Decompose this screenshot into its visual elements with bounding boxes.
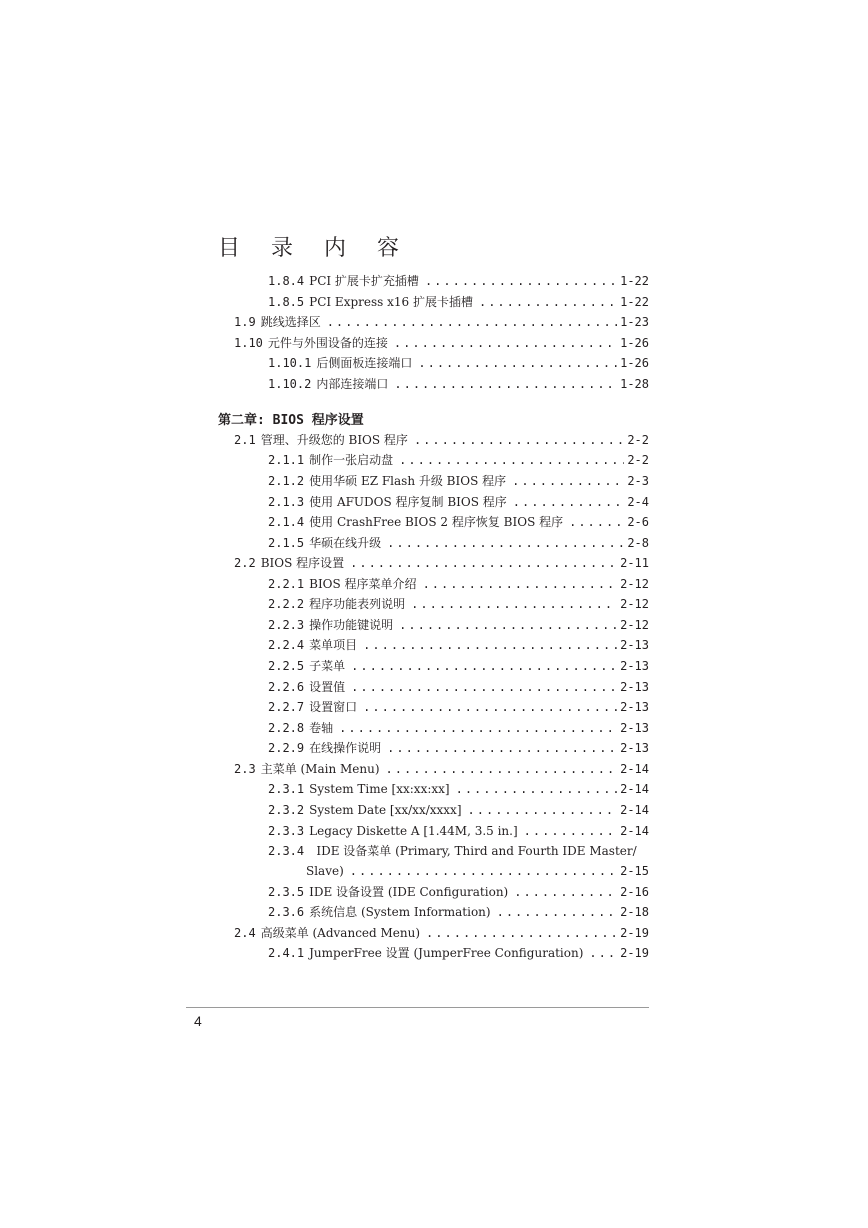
dot-leader <box>387 535 624 551</box>
dot-leader <box>339 720 617 736</box>
dot-leader <box>386 761 618 777</box>
page-number: 4 <box>194 1013 202 1029</box>
entry-page: 2-13 <box>620 638 649 652</box>
entry-title: BIOS 程序设置 <box>260 556 345 570</box>
toc-entry-1-9[interactable] <box>234 314 649 330</box>
entry-number: 2.2.1 <box>268 577 305 591</box>
entry-title: PCI Express x16 扩展卡插槽 <box>309 295 473 309</box>
toc-entry-2-1-5[interactable] <box>268 535 649 551</box>
toc-entry-2-2-4[interactable] <box>268 637 649 653</box>
entry-title: IDE 设备设置 (IDE Configuration) <box>309 885 509 899</box>
toc-entry-2-3-6[interactable] <box>268 904 649 920</box>
entry-number: 2.3.3 <box>268 824 305 838</box>
entry-title: 设置窗口 <box>309 700 358 714</box>
entry-number: 2.4 <box>234 926 256 940</box>
entry-page: 2-12 <box>620 618 649 632</box>
dot-leader <box>456 781 618 797</box>
toc-entry-2-2-2[interactable] <box>268 596 649 612</box>
entry-title: 跳线选择区 <box>260 315 321 329</box>
toc-entry-2-2-8[interactable] <box>268 720 649 736</box>
entry-title: 主菜单 (Main Menu) <box>260 762 380 776</box>
entry-number: 1.9 <box>234 315 256 329</box>
entry-page: 2-14 <box>620 824 649 838</box>
dot-leader <box>524 823 617 839</box>
dot-leader <box>426 925 617 941</box>
entry-number: 2.1.2 <box>268 474 305 488</box>
entry-page: 1-26 <box>620 336 649 350</box>
entry-title: 子菜单 <box>309 659 346 673</box>
entry-page: 1-28 <box>620 377 649 391</box>
entry-title: 后侧面板连接端口 <box>316 356 413 370</box>
dot-leader <box>399 452 624 468</box>
toc-entry-2-1-4[interactable] <box>268 514 649 530</box>
toc-entry-2-3-3[interactable] <box>268 823 649 839</box>
toc-entry-2-4[interactable] <box>234 925 649 941</box>
entry-number: 2.3.2 <box>268 803 305 817</box>
toc-entry-1-8-5[interactable] <box>268 294 649 310</box>
toc-entry-2-1-2[interactable] <box>268 473 649 489</box>
toc-entry-1-10-2[interactable] <box>268 376 649 392</box>
toc-entry-2-3[interactable] <box>234 761 649 777</box>
toc-entry-2-2-1[interactable] <box>268 576 649 592</box>
entry-page: 2-15 <box>620 864 649 878</box>
entry-number: 1.8.5 <box>268 295 305 309</box>
entry-title: System Date [xx/xx/xxxx] <box>309 803 462 817</box>
entry-number: 2.2 <box>234 556 256 570</box>
dot-leader <box>497 904 617 920</box>
toc-entry-2-3-4-continued[interactable] <box>306 863 649 879</box>
entry-number: 2.1.5 <box>268 536 305 550</box>
entry-number: 2.3.4 <box>268 844 305 858</box>
toc-entry-2-1-1[interactable] <box>268 452 649 468</box>
page-title: 目 录 内 容 <box>218 236 411 261</box>
entry-title: Slave) <box>306 864 344 878</box>
entry-title: JumperFree 设置 (JumperFree Configuration) <box>309 946 584 960</box>
toc-entry-2-1[interactable] <box>234 432 649 448</box>
entry-page: 2-14 <box>620 762 649 776</box>
dot-leader <box>394 376 617 392</box>
toc-entry-2-2[interactable] <box>234 555 649 571</box>
entry-page: 1-23 <box>620 315 649 329</box>
entry-title: 元件与外围设备的连接 <box>267 336 388 350</box>
entry-page: 1-22 <box>620 295 649 309</box>
toc-entry-1-10-1[interactable] <box>268 355 649 371</box>
dot-leader <box>363 637 617 653</box>
dot-leader <box>387 740 617 756</box>
toc-entry-2-3-2[interactable] <box>268 802 649 818</box>
toc-entry-2-3-4[interactable] <box>268 843 649 859</box>
entry-number: 1.8.4 <box>268 274 305 288</box>
toc-entry-1-10[interactable] <box>234 335 649 351</box>
entry-number: 1.10 <box>234 336 263 350</box>
entry-title: System Time [xx:xx:xx] <box>309 782 450 796</box>
dot-leader <box>425 273 617 289</box>
dot-leader <box>468 802 618 818</box>
entry-page: 2-6 <box>627 515 649 529</box>
entry-title: 菜单项目 <box>309 638 358 652</box>
entry-number: 2.2.5 <box>268 659 305 673</box>
entry-title: IDE 设备菜单 (Primary, Third and Fourth IDE Master/ <box>316 844 637 858</box>
entry-title: 使用 AFUDOS 程序复制 BIOS 程序 <box>309 495 507 509</box>
entry-page: 2-13 <box>620 680 649 694</box>
entry-number: 2.3.5 <box>268 885 305 899</box>
dot-leader <box>350 555 617 571</box>
toc-entry-2-3-1[interactable] <box>268 781 649 797</box>
dot-leader <box>327 314 617 330</box>
entry-page: 2-19 <box>620 946 649 960</box>
dot-leader <box>479 294 617 310</box>
entry-number: 2.3 <box>234 762 256 776</box>
entry-page: 2-2 <box>627 453 649 467</box>
entry-number: 2.2.3 <box>268 618 305 632</box>
entry-page: 1-26 <box>620 356 649 370</box>
entry-page: 2-19 <box>620 926 649 940</box>
dot-leader <box>394 335 617 351</box>
dot-leader <box>514 884 617 900</box>
entry-title: 程序功能表列说明 <box>309 597 406 611</box>
dot-leader <box>411 596 617 612</box>
entry-number: 2.1.4 <box>268 515 305 529</box>
entry-number: 2.1 <box>234 433 256 447</box>
toc-entry-2-2-3[interactable] <box>268 617 649 633</box>
entry-page: 2-13 <box>620 721 649 735</box>
entry-page: 2-13 <box>620 700 649 714</box>
dot-leader <box>512 473 624 489</box>
entry-title: 系统信息 (System Information) <box>309 905 491 919</box>
entry-number: 2.2.4 <box>268 638 305 652</box>
entry-title: 内部连接端口 <box>316 377 389 391</box>
dot-leader <box>418 355 617 371</box>
entry-title: 制作一张启动盘 <box>309 453 394 467</box>
entry-title: 高级菜单 (Advanced Menu) <box>260 926 421 940</box>
entry-title: 设置值 <box>309 680 346 694</box>
entry-page: 2-11 <box>620 556 649 570</box>
footer-divider <box>186 1007 649 1008</box>
entry-number: 2.1.1 <box>268 453 305 467</box>
entry-page: 2-14 <box>620 803 649 817</box>
entry-number: 2.2.2 <box>268 597 305 611</box>
entry-page: 2-13 <box>620 659 649 673</box>
dot-leader <box>399 617 617 633</box>
entry-page: 2-13 <box>620 741 649 755</box>
entry-number: 2.2.9 <box>268 741 305 755</box>
toc-entry-2-2-7[interactable] <box>268 699 649 715</box>
entry-page: 2-12 <box>620 577 649 591</box>
dot-leader <box>414 432 624 448</box>
dot-leader <box>363 699 617 715</box>
entry-page: 2-3 <box>627 474 649 488</box>
dot-leader <box>589 945 617 961</box>
entry-title: 使用华硕 EZ Flash 升级 BIOS 程序 <box>309 474 507 488</box>
toc-entry-2-3-5[interactable] <box>268 884 649 900</box>
dot-leader <box>513 494 625 510</box>
entry-number: 2.2.7 <box>268 700 305 714</box>
entry-title: 管理、升级您的 BIOS 程序 <box>260 433 408 447</box>
entry-page: 1-22 <box>620 274 649 288</box>
dot-leader <box>423 576 618 592</box>
entry-page: 2-14 <box>620 782 649 796</box>
entry-title: PCI 扩展卡扩充插槽 <box>309 274 419 288</box>
chapter-heading: 第二章: BIOS 程序设置 <box>218 413 364 428</box>
entry-title: 卷轴 <box>309 721 334 735</box>
entry-page: 2-18 <box>620 905 649 919</box>
entry-page: 2-12 <box>620 597 649 611</box>
entry-title: BIOS 程序菜单介绍 <box>309 577 417 591</box>
entry-number: 2.2.6 <box>268 680 305 694</box>
entry-number: 2.2.8 <box>268 721 305 735</box>
dot-leader <box>350 863 617 879</box>
entry-number: 2.4.1 <box>268 946 305 960</box>
entry-page: 2-16 <box>620 885 649 899</box>
entry-number: 1.10.1 <box>268 356 312 370</box>
entry-title: 华硕在线升级 <box>309 536 382 550</box>
dot-leader <box>351 658 617 674</box>
toc-entry-2-2-5[interactable] <box>268 658 649 674</box>
entry-number: 2.1.3 <box>268 495 305 509</box>
entry-number: 2.3.1 <box>268 782 305 796</box>
toc-entry-2-2-6[interactable] <box>268 679 649 695</box>
entry-page: 2-2 <box>627 433 649 447</box>
toc-entry-2-1-3[interactable] <box>268 494 649 510</box>
dot-leader <box>351 679 617 695</box>
toc-entry-1-8-4[interactable] <box>268 273 649 289</box>
entry-title: 使用 CrashFree BIOS 2 程序恢复 BIOS 程序 <box>309 515 564 529</box>
entry-title: Legacy Diskette A [1.44M, 3.5 in.] <box>309 824 518 838</box>
toc-entry-2-4-1[interactable] <box>268 945 649 961</box>
entry-title: 操作功能键说明 <box>309 618 394 632</box>
entry-page: 2-4 <box>627 495 649 509</box>
entry-number: 2.3.6 <box>268 905 305 919</box>
entry-number: 1.10.2 <box>268 377 312 391</box>
entry-page: 2-8 <box>627 536 649 550</box>
dot-leader <box>569 514 624 530</box>
entry-title: 在线操作说明 <box>309 741 382 755</box>
toc-entry-2-2-9[interactable] <box>268 740 649 756</box>
